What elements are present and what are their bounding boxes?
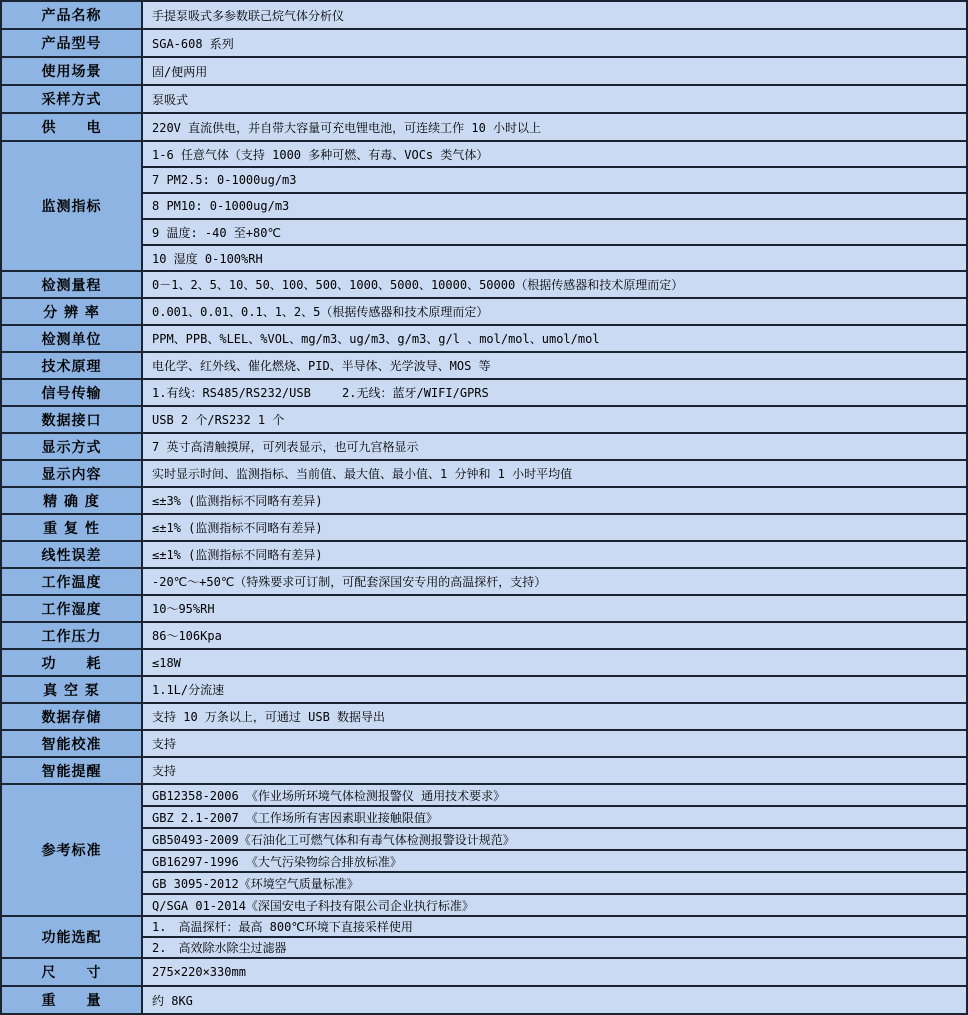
- row-label-display-mode: 显示方式: [1, 433, 142, 460]
- row-value-vacuum-pump: 1.1L/分流速: [142, 676, 967, 703]
- row-reference-standard-5: [1, 872, 967, 894]
- row-work-temperature: [1, 568, 967, 595]
- row-label-accuracy: 精 确 度: [1, 487, 142, 514]
- row-value-reference-standard-4: GB16297-1996 《大气污染物综合排放标准》: [142, 850, 967, 872]
- row-label-product-name: 产品名称: [1, 1, 142, 29]
- row-value-dimensions: 275×220×330mm: [142, 958, 967, 986]
- row-monitor-index-1: [1, 141, 967, 167]
- row-label-dimensions: 尺 寸: [1, 958, 142, 986]
- row-value-power-consumption: ≤18W: [142, 649, 967, 676]
- row-value-product-model: SGA-608 系列: [142, 29, 967, 57]
- row-label-signal-transmission: 信号传输: [1, 379, 142, 406]
- row-resolution: [1, 298, 967, 325]
- row-power-supply: [1, 113, 967, 141]
- row-usage-scene: [1, 57, 967, 85]
- row-label-weight: 重 量: [1, 986, 142, 1014]
- row-power-consumption: [1, 649, 967, 676]
- row-label-work-pressure: 工作压力: [1, 622, 142, 649]
- row-value-work-humidity: 10～95%RH: [142, 595, 967, 622]
- row-label-data-storage: 数据存储: [1, 703, 142, 730]
- row-data-storage: [1, 703, 967, 730]
- row-work-pressure: [1, 622, 967, 649]
- row-reference-standard-6: [1, 894, 967, 916]
- row-label-optional-feature: 功能选配: [1, 916, 142, 958]
- row-work-humidity: [1, 595, 967, 622]
- row-optional-feature-1: [1, 916, 967, 937]
- row-value-monitor-index-4: 9 温度: -40 至+80℃: [142, 219, 967, 245]
- row-label-data-interface: 数据接口: [1, 406, 142, 433]
- row-repeatability: [1, 514, 967, 541]
- row-value-monitor-index-2: 7 PM2.5: 0-1000ug/m3: [142, 167, 967, 193]
- row-label-display-content: 显示内容: [1, 460, 142, 487]
- row-value-linearity-error: ≤±1% (监测指标不同略有差异): [142, 541, 967, 568]
- row-monitor-index-5: [1, 245, 967, 271]
- row-sampling-method: [1, 85, 967, 113]
- row-label-linearity-error: 线性误差: [1, 541, 142, 568]
- row-value-monitor-index-5: 10 湿度 0-100%RH: [142, 245, 967, 271]
- row-value-detection-unit: PPM、PPB、%LEL、%VOL、mg/m3、ug/m3、g/m3、g/l 、mol/mol、umol/mol: [142, 325, 967, 352]
- row-monitor-index-4: [1, 219, 967, 245]
- row-value-smart-calibration: 支持: [142, 730, 967, 757]
- row-monitor-index-2: [1, 167, 967, 193]
- row-value-repeatability: ≤±1% (监测指标不同略有差异): [142, 514, 967, 541]
- row-display-mode: [1, 433, 967, 460]
- row-data-interface: [1, 406, 967, 433]
- row-label-work-humidity: 工作湿度: [1, 595, 142, 622]
- row-label-detection-range: 检测量程: [1, 271, 142, 298]
- row-value-accuracy: ≤±3% (监测指标不同略有差异): [142, 487, 967, 514]
- row-value-data-interface: USB 2 个/RS232 1 个: [142, 406, 967, 433]
- row-value-resolution: 0.001、0.01、0.1、1、2、5（根据传感器和技术原理而定）: [142, 298, 967, 325]
- row-linearity-error: [1, 541, 967, 568]
- row-tech-principle: [1, 352, 967, 379]
- row-value-reference-standard-1: GB12358-2006 《作业场所环境气体检测报警仪 通用技术要求》: [142, 784, 967, 806]
- row-value-display-content: 实时显示时间、监测指标、当前值、最大值、最小值、1 分钟和 1 小时平均值: [142, 460, 967, 487]
- row-value-work-temperature: -20℃～+50℃（特殊要求可订制，可配套深国安专用的高温探杆，支持）: [142, 568, 967, 595]
- row-value-monitor-index-1: 1-6 任意气体（支持 1000 多种可燃、有毒、VOCs 类气体）: [142, 141, 967, 167]
- row-reference-standard-4: [1, 850, 967, 872]
- row-accuracy: [1, 487, 967, 514]
- row-signal-transmission: [1, 379, 967, 406]
- row-value-reference-standard-5: GB 3095-2012《环境空气质量标准》: [142, 872, 967, 894]
- row-monitor-index-3: [1, 193, 967, 219]
- row-value-tech-principle: 电化学、红外线、催化燃烧、PID、半导体、光学波导、MOS 等: [142, 352, 967, 379]
- row-value-display-mode: 7 英寸高清触摸屏，可列表显示，也可九宫格显示: [142, 433, 967, 460]
- row-value-power-supply: 220V 直流供电，并自带大容量可充电锂电池，可连续工作 10 小时以上: [142, 113, 967, 141]
- row-value-data-storage: 支持 10 万条以上，可通过 USB 数据导出: [142, 703, 967, 730]
- row-display-content: [1, 460, 967, 487]
- row-smart-reminder: [1, 757, 967, 784]
- row-label-vacuum-pump: 真 空 泵: [1, 676, 142, 703]
- row-detection-range: [1, 271, 967, 298]
- row-detection-unit: [1, 325, 967, 352]
- row-value-reference-standard-2: GBZ 2.1-2007 《工作场所有害因素职业接触限值》: [142, 806, 967, 828]
- row-label-work-temperature: 工作温度: [1, 568, 142, 595]
- row-dimensions: [1, 958, 967, 986]
- row-value-detection-range: 0－1、2、5、10、50、100、500、1000、5000、10000、50000（根据传感器和技术原理而定）: [142, 271, 967, 298]
- row-product-name: [1, 1, 967, 29]
- row-label-resolution: 分 辨 率: [1, 298, 142, 325]
- row-value-optional-feature-1: 1. 高温探杆：最高 800℃环境下直接采样使用: [142, 916, 967, 937]
- row-label-usage-scene: 使用场景: [1, 57, 142, 85]
- row-label-power-supply: 供 电: [1, 113, 142, 141]
- row-value-sampling-method: 泵吸式: [142, 85, 967, 113]
- row-value-product-name: 手提泵吸式多参数联己烷气体分析仪: [142, 1, 967, 29]
- row-reference-standard-3: [1, 828, 967, 850]
- row-label-sampling-method: 采样方式: [1, 85, 142, 113]
- row-label-tech-principle: 技术原理: [1, 352, 142, 379]
- row-value-usage-scene: 固/便两用: [142, 57, 967, 85]
- row-label-reference-standard: 参考标准: [1, 784, 142, 916]
- row-optional-feature-2: [1, 937, 967, 958]
- row-vacuum-pump: [1, 676, 967, 703]
- row-value-reference-standard-3: GB50493-2009《石油化工可燃气体和有毒气体检测报警设计规范》: [142, 828, 967, 850]
- row-label-repeatability: 重 复 性: [1, 514, 142, 541]
- row-smart-calibration: [1, 730, 967, 757]
- row-label-smart-reminder: 智能提醒: [1, 757, 142, 784]
- row-label-power-consumption: 功 耗: [1, 649, 142, 676]
- row-value-work-pressure: 86～106Kpa: [142, 622, 967, 649]
- row-label-product-model: 产品型号: [1, 29, 142, 57]
- row-value-monitor-index-3: 8 PM10: 0-1000ug/m3: [142, 193, 967, 219]
- row-reference-standard-2: [1, 806, 967, 828]
- row-reference-standard-1: [1, 784, 967, 806]
- row-product-model: [1, 29, 967, 57]
- row-value-optional-feature-2: 2. 高效除水除尘过滤器: [142, 937, 967, 958]
- row-value-weight: 约 8KG: [142, 986, 967, 1014]
- row-value-smart-reminder: 支持: [142, 757, 967, 784]
- row-value-signal-transmission: 1.有线：RS485/RS232/USB 2.无线：蓝牙/WIFI/GPRS: [142, 379, 967, 406]
- row-label-smart-calibration: 智能校准: [1, 730, 142, 757]
- row-value-reference-standard-6: Q/SGA 01-2014《深国安电子科技有限公司企业执行标准》: [142, 894, 967, 916]
- row-label-monitor-index: 监测指标: [1, 141, 142, 271]
- row-label-detection-unit: 检测单位: [1, 325, 142, 352]
